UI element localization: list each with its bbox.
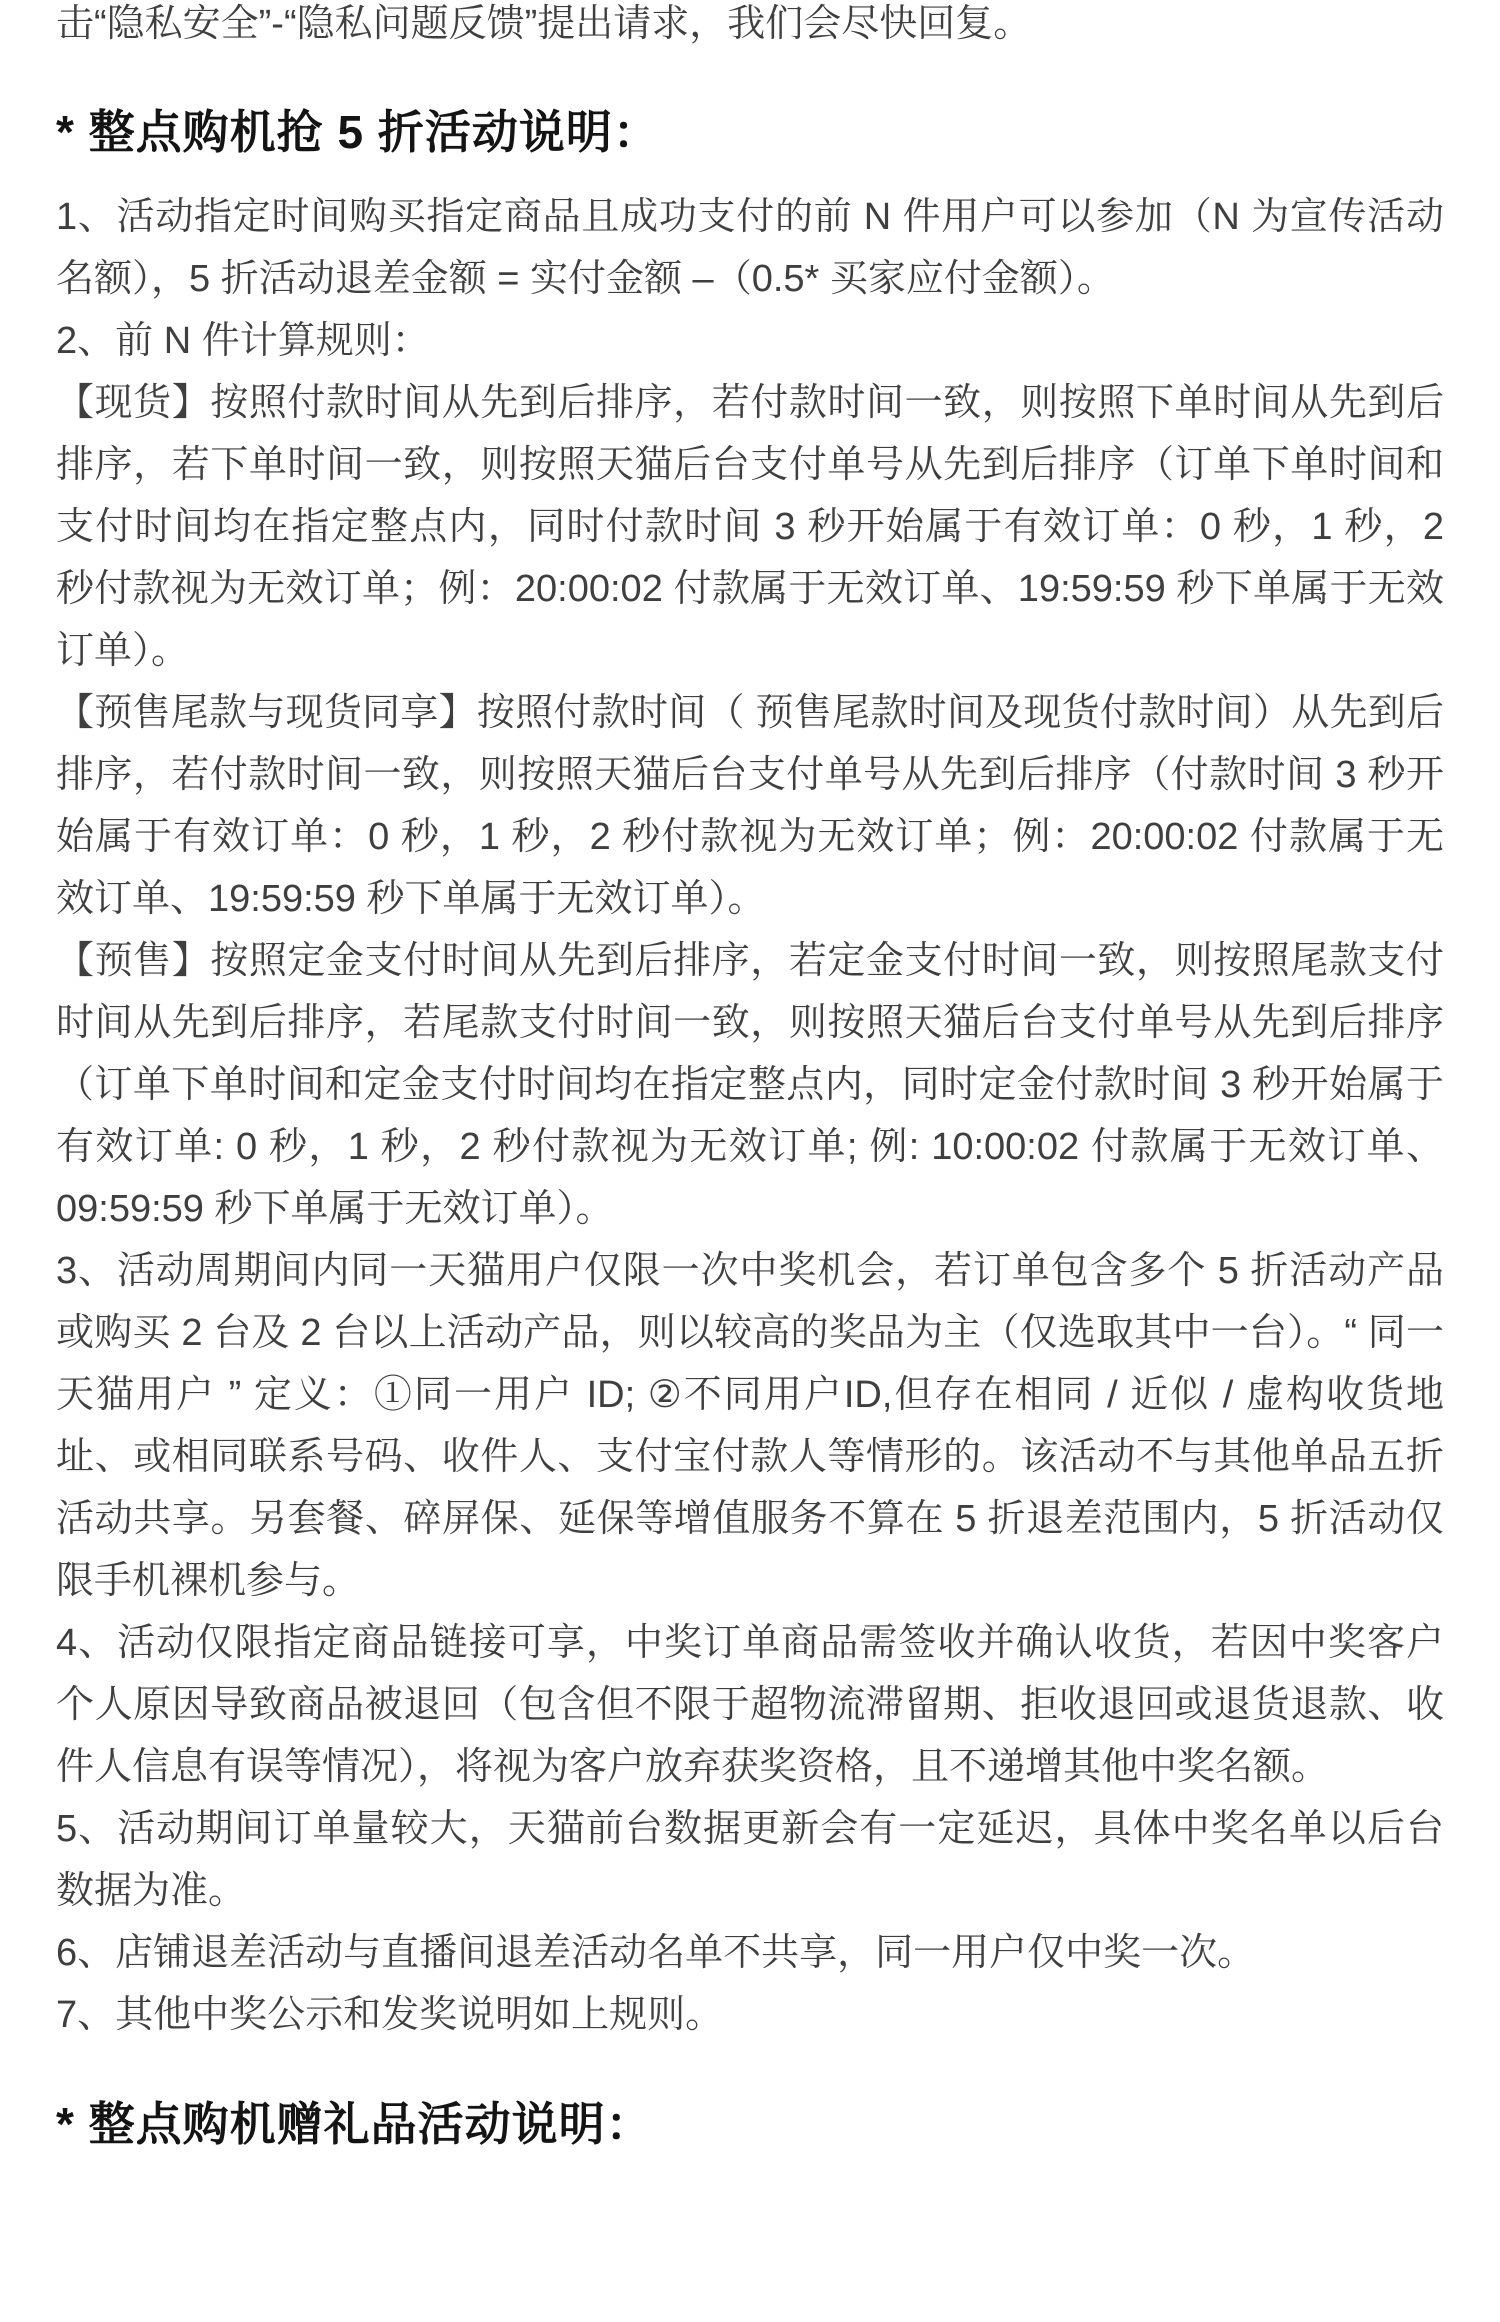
rule-4-designated-links: 4、活动仅限指定商品链接可享，中奖订单商品需签收并确认收货，若因中奖客户个人原因导致商品被退回（包含但不限于超物流滞留期、拒收退回或退货退款、收件人信息有误等情况），将视为客户放弃获奖资格，且不递增其他中奖名额。: [56, 1622, 1444, 1788]
rule-2-first-n-calculation: 2、前 N 件计算规则：: [56, 320, 430, 362]
rule-presale-balance-and-spot: 【预售尾款与现货同享】按照付款时间（ 预售尾款时间及现货付款时间）从先到后排序，若付款时间一致，则按照天猫后台支付单号从先到后排序（付款时间 3 秒开始属于有效订单：0 秒，1 秒，2 秒付款视为无效订单；例：20:00:02 付款属于无效订单、19:59:59 秒下单属于无效订单）。: [56, 692, 1444, 920]
rule-5-data-delay: 5、活动期间订单量较大，天猫前台数据更新会有一定延迟，具体中奖名单以后台数据为准。: [56, 1808, 1444, 1912]
rule-3-one-win-per-user: 3、活动周期间内同一天猫用户仅限一次中奖机会，若订单包含多个 5 折活动产品或购买 2 台及 2 台以上活动产品，则以较高的奖品为主（仅选取其中一台）。“ 同一天猫用户 ” 定义：①同一用户 ID; ②不同用户ID,但存在相同 / 近似 / 虚构收货地址、或相同联系号码、收件人、支付宝付款人等情形的。该活动不与其他单品五折活动共享。另套餐、碎屏保、延保等增值服务不算在 5 折退差范围内，5 折活动仅限手机裸机参与。: [56, 1250, 1444, 1602]
privacy-feedback-note: 击“隐私安全”-“隐私问题反馈”提出请求，我们会尽快回复。: [56, 3, 1032, 45]
rule-presale-ordering: 【预售】按照定金支付时间从先到后排序，若定金支付时间一致，则按照尾款支付时间从先到后排序，若尾款支付时间一致，则按照天猫后台支付单号从先到后排序（订单下单时间和定金支付时间均在指定整点内，同时定金付款时间 3 秒开始属于有效订单: 0 秒，1 秒，2 秒付款视为无效订单; 例: 10:00:02 付款属于无效订单、09:59:59 秒下单属于无效订单）。: [56, 940, 1444, 1230]
rule-6-livestream-not-shared: 6、店铺退差活动与直播间退差活动名单不共享，同一用户仅中奖一次。: [56, 1932, 1256, 1974]
section-heading-half-price-rules: * 整点购机抢 5 折活动说明：: [56, 106, 660, 158]
rule-spot-goods-ordering: 【现货】按照付款时间从先到后排序，若付款时间一致，则按照下单时间从先到后排序，若下单时间一致，则按照天猫后台支付单号从先到后排序（订单下单时间和支付时间均在指定整点内，同时付款时间 3 秒开始属于有效订单：0 秒，1 秒，2 秒付款视为无效订单；例：20:00:02 付款属于无效订单、19:59:59 秒下单属于无效订单）。: [56, 382, 1444, 672]
section-heading-gift-rules: * 整点购机赠礼品活动说明：: [56, 2098, 653, 2150]
rule-1-eligibility: 1、活动指定时间购买指定商品且成功支付的前 N 件用户可以参加（N 为宣传活动名额），5 折活动退差金额 = 实付金额 –（0.5* 买家应付金额）。: [56, 196, 1444, 300]
rule-7-other-announcements: 7、其他中奖公示和发奖说明如上规则。: [56, 1994, 724, 2036]
